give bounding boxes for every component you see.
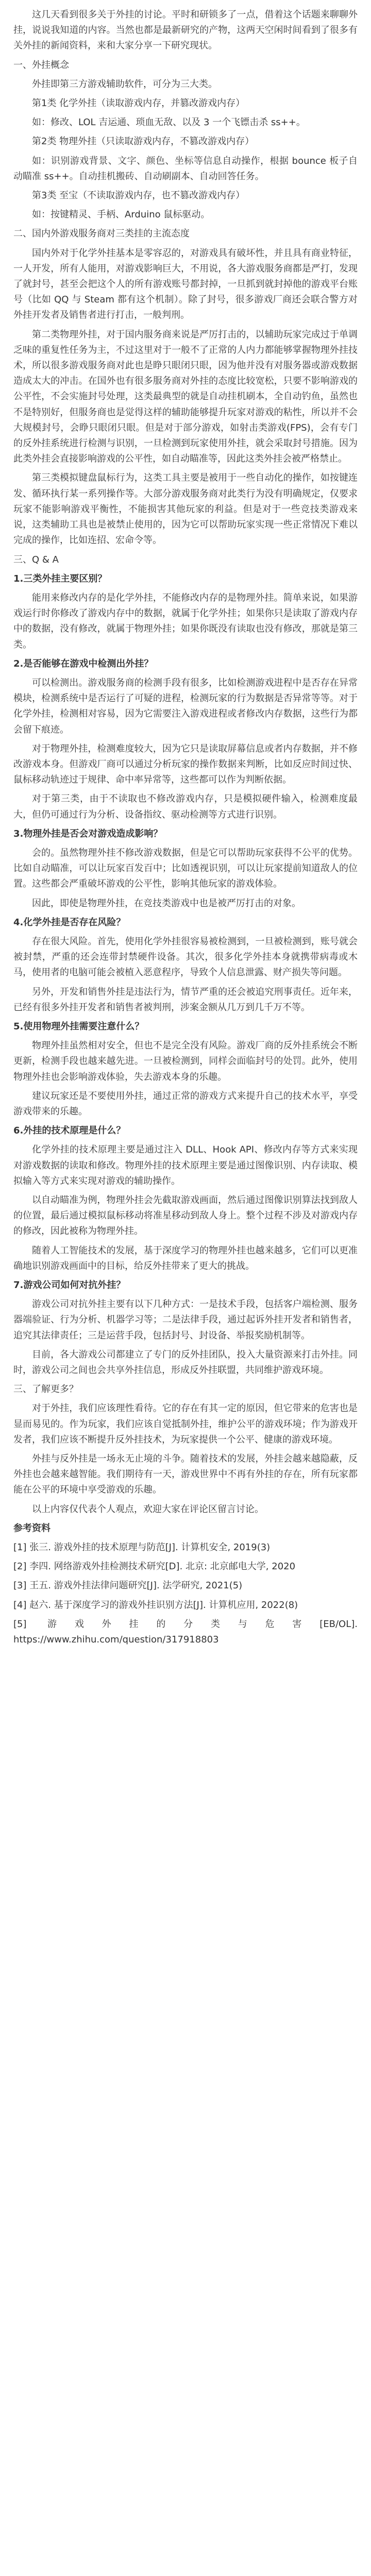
references-heading: 参考资料 [13,1522,50,1534]
paragraph: 如：识别游戏背景、文字、颜色、坐标等信息自动操作，根据 bounce 板子自动瞄准 ss++。自动挂机搬砖、自动刷副本、自动回答任务。 [13,155,358,182]
answer-paragraph: 会的。虽然物理外挂不修改游戏数据，但是它可以帮助玩家获得不公平的优势。比如自动瞄准，可以让玩家百发百中；比如透视识别，可以让玩家提前知道敌人的位置。这些都会严重破坏游戏的公平性，影响其他玩家的游戏体验。 [13,847,358,890]
paragraph: 对于外挂，我们应该理性看待。它的存在有其一定的原因，但它带来的危害也是显而易见的。作为玩家，我们应该自觉抵制外挂，维护公平的游戏环境；作为游戏开发者，我们应该不断提升反外挂技术，为玩家提供一个公平、健康的游戏环境。 [13,1403,358,1445]
section-heading: 二、国内外游戏服务商对三类挂的主流态度 [13,228,190,240]
answer-paragraph: 可以检测出。游戏服务商的检测手段有很多，比如检测游戏进程中是否存在异常模块，检测系统中是否运行了可疑的进程，检测玩家的行为数据是否异常等等。对于化学外挂，检测相对容易，因为它需要注入游戏进程或者修改内存数据，这些行为都会留下痕迹。 [13,677,358,735]
answer-paragraph: 化学外挂的技术原理主要是通过注入 DLL、Hook API、修改内存等方式来实现对游戏数据的读取和修改。物理外挂的技术原理主要是通过图像识别、内存读取、模拟输入等方式来实现对游戏的辅助操作。 [13,1144,358,1187]
reference-item: [2] 李四. 网络游戏外挂检测技术研究[D]. 北京: 北京邮电大学, 2020 [13,1561,296,1572]
paragraph: 第1类 化学外挂（读取游戏内存，并篡改游戏内存） [32,98,245,109]
question-heading: 4.化学外挂是否存在风险？ [13,917,126,928]
reference-item: [5] 游戏外挂的分类与危害[EB/OL]. https://www.zhihu.com/question/317918803 [13,1618,358,1646]
paragraph: 如：按键精灵、手柄、Arduino 鼠标驱动。 [32,209,210,221]
answer-paragraph: 建议玩家还是不要使用外挂，通过正常的游戏方式来提升自己的技术水平，享受游戏带来的乐趣。 [13,1090,358,1117]
intro-paragraph: 这几天看到很多关于外挂的讨论。平时和研锁多了一点，借着这个话题来聊聊外挂，说说我知道的内容。当然也都是最新研究的产物，这两天空闲时间看到了很多有关外挂的新闻资料，来和大家分享一下研究现状。 [13,9,358,52]
paragraph: 第三类模拟键盘鼠标行为，这类工具主要是被用于一些自动化的操作，如按键连发、循环执行某一系列操作等。大部分游戏服务商对此类行为没有明确规定，仅要求玩家不能影响游戏平衡性，不能损害其他玩家的利益。但是对于一些竞技类游戏来说，这类辅助工具也是被禁止使用的，因为它可以帮助玩家实现一些正常情况下难以完成的操作，比如连招、宏命令等。 [13,472,358,546]
section-heading: 三、了解更多？ [13,1384,78,1395]
paragraph: 外挂与反外挂是一场永无止境的斗争。随着技术的发展，外挂会越来越隐蔽，反外挂也会越来越智能。我们期待有一天，游戏世界中不再有外挂的存在，所有玩家都能在公平的环境中享受游戏的乐趣。 [13,1453,358,1496]
reference-item: [4] 赵六. 基于深度学习的游戏外挂识别方法[J]. 计算机应用, 2022(8) [13,1599,298,1611]
reference-item: [1] 张三. 游戏外挂的技术原理与防范[J]. 计算机安全, 2019(3) [13,1542,271,1553]
paragraph: 以上内容仅代表个人观点，欢迎大家在评论区留言讨论。 [32,1503,264,1515]
question-heading: 2.是否能够在游戏中检测出外挂？ [13,658,154,669]
answer-paragraph: 因此，即使是物理外挂，在竞技类游戏中也是被严厉打击的对象。 [32,897,301,909]
paragraph: 如：修改、LOL 吉运通、琐血无敌、以及 3 一个飞镖击杀 ss++。 [32,117,306,128]
answer-paragraph: 对于第三类，由于不读取也不修改游戏内存，只是模拟硬件输入，检测难度最大，但仍可通过行为分析、设备指纹、驱动检测等方式进行识别。 [13,793,358,820]
question-heading: 6.外挂的技术原理是什么？ [13,1125,126,1137]
section-heading: 一、外挂概念 [13,59,69,71]
answer-paragraph: 目前，各大游戏公司都建立了专门的反外挂团队，投入大量资源来打击外挂。同时，游戏公司之间也会共享外挂信息，形成反外挂联盟，共同维护游戏环境。 [13,1349,358,1376]
question-heading: 7.游戏公司如何对抗外挂？ [13,1280,126,1291]
answer-paragraph: 存在很大风险。首先，使用化学外挂很容易被检测到，一旦被检测到，账号就会被封禁，严重的还会连带封禁硬件设备。其次，很多化学外挂本身就携带病毒或木马，使用者的电脑可能会被植入恶意程序，导致个人信息泄露、财产损失等问题。 [13,936,358,978]
question-heading: 3.物理外挂是否会对游戏造成影响？ [13,828,163,839]
answer-paragraph: 另外，开发和销售外挂是违法行为，情节严重的还会被追究刑事责任。近年来，已经有很多外挂开发者和销售者被判刑，涉案金额从几万到几千万不等。 [13,986,358,1013]
paragraph: 国内外对于化学外挂基本是零容忍的，对游戏具有破坏性，并且具有商业特征，一人开发，所有人能用，对游戏影响巨大，不用说，各大游戏服务商都是严打，发现了就封号，甚至会把这个人的所有游戏账号都封掉，一旦抓到就封掉他的游戏平台账号（比如 QQ 与 Steam 都有这个机制）。除了封号，很多游戏厂商还会联合警方对外挂开发者及销售者进行打击，一般判刑。 [13,247,358,321]
paragraph: 第3类 至宝（不读取游戏内存，也不篡改游戏内存） [32,190,245,201]
question-heading: 1.三类外挂主要区别？ [13,573,107,584]
answer-paragraph: 随着人工智能技术的发展，基于深度学习的物理外挂也越来越多，它们可以更准确地识别游戏画面中的目标，给反外挂带来了更大的挑战。 [13,1245,358,1272]
answer-paragraph: 对于物理外挂，检测难度较大，因为它只是读取屏幕信息或者内存数据，并不修改游戏本身。但游戏厂商可以通过分析玩家的操作数据来判断，比如反应时间过快、鼠标移动轨迹过于规律、命中率异常等，这些都可以作为判断依据。 [13,743,358,786]
reference-item: [3] 王五. 游戏外挂法律问题研究[J]. 法学研究, 2021(5) [13,1580,243,1591]
answer-paragraph: 物理外挂虽然相对安全，但也不是完全没有风险。游戏厂商的反外挂系统会不断更新，检测手段也越来越先进。一旦被检测到，同样会面临封号的处罚。此外，使用物理外挂也会影响游戏体验，失去游戏本身的乐趣。 [13,1040,358,1082]
answer-paragraph: 游戏公司对抗外挂主要有以下几种方式：一是技术手段，包括客户端检测、服务器端验证、行为分析、机器学习等；二是法律手段，通过起诉外挂开发者和销售者，追究其法律责任；三是运营手段，包括封号、封设备、举报奖励机制等。 [13,1299,358,1341]
paragraph: 第二类物理外挂，对于国内服务商来说是严厉打击的，以辅助玩家完成过于单调乏味的重复性任务为主，不过这里对于一般不了正常的人内力都能够掌握物理外挂技术，所以很多游戏服务商对此也是睁只眼闭只眼，因为他并没有对服务器或游戏数据造成太大的冲击。在国外也有很多服务商对外挂的态度比较宽松，只要不影响游戏的公平性，不会实施封号处理，这类最典型的就是自动挂机刷本，全自动钓鱼，虽然也不是特别好，但服务商也是觉得这样的辅助能够提升玩家对游戏的粘性，所以并不会大规模封号，会睁只眼闭只眼。但是对于部分游戏，如射击类游戏(FPS)，会有专门的反外挂系统进行检测与识别，一旦检测到玩家使用外挂，就会采取封号措施。因为此类外挂会直接影响游戏的公平性，如自动瞄准等，因此这类外挂会被严格禁止。 [13,329,358,465]
answer-paragraph: 以自动瞄准为例，物理外挂会先截取游戏画面，然后通过图像识别算法找到敌人的位置，最后通过模拟鼠标移动将准星移动到敌人身上。整个过程不涉及对游戏内存的修改，因此被称为物理外挂。 [13,1195,358,1237]
section-heading: 三、Q & A [13,554,59,565]
answer-paragraph: 能用来修改内存的是化学外挂，不能修改内存的是物理外挂。简单来说，如果游戏运行时你修改了游戏内存中的数据，就属于化学外挂；如果你只是读取了游戏内存中的数据，没有修改，就属于物理外挂；如果你既没有读取也没有修改，那就是第三类。 [13,592,358,650]
question-heading: 5.使用物理外挂需要注意什么？ [13,1021,144,1032]
paragraph: 第2类 物理外挂（只读取游戏内存，不篡改游戏内存） [32,136,255,147]
paragraph: 外挂即第三方游戏辅助软件，可分为三大类。 [32,78,217,90]
